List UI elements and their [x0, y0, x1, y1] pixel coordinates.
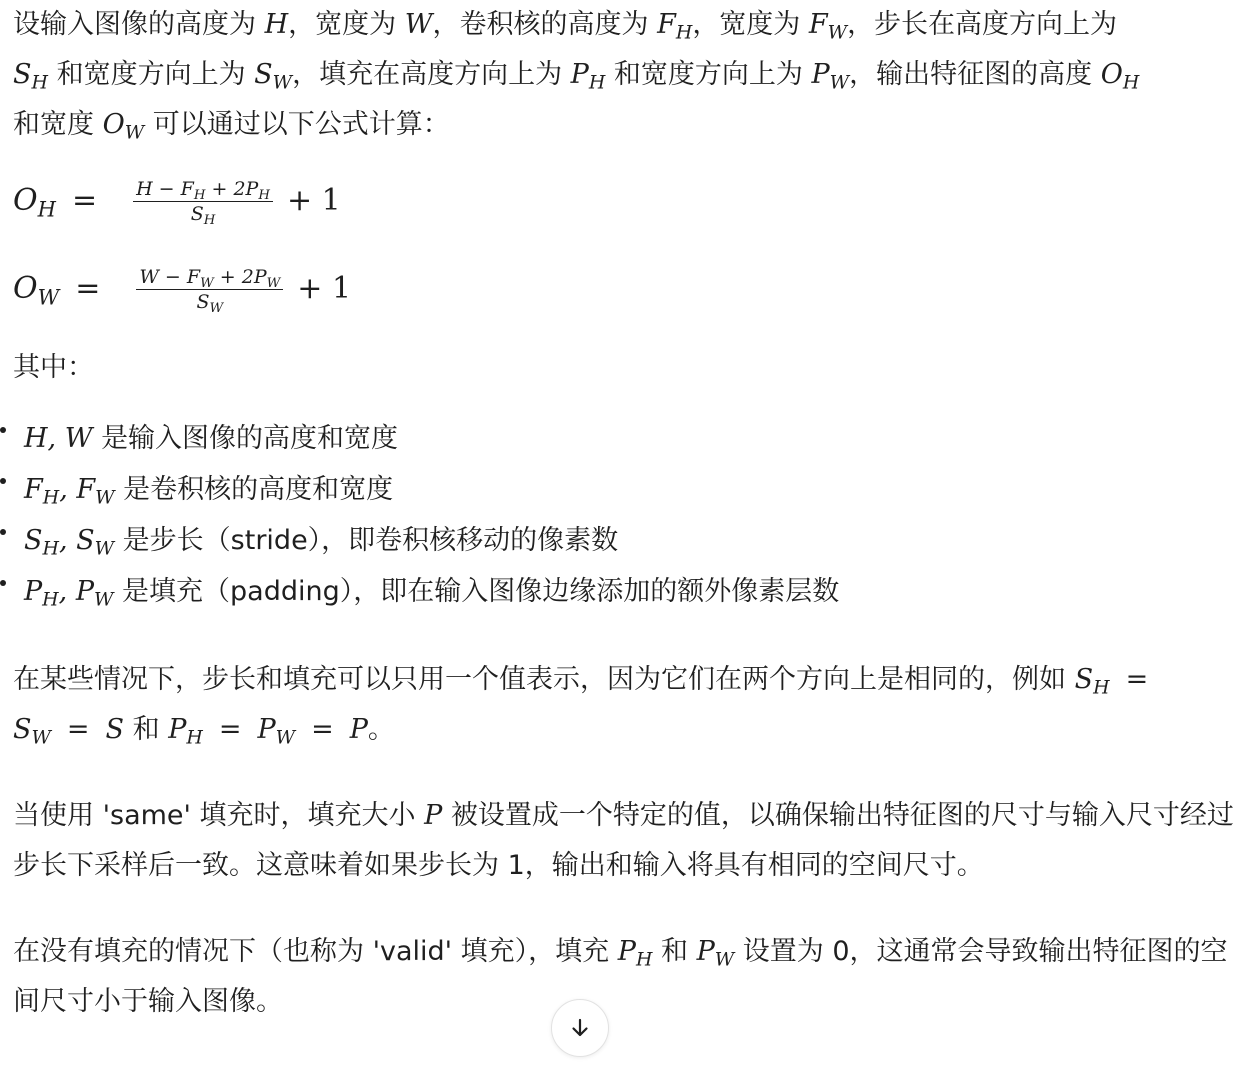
intro-text: ，输出特征图的高度: [849, 59, 1101, 90]
paragraph-text: 被设置成一个特定的值，以确保输出特征图的尺寸与输入尺寸经过步长下采样后一致。这意味着如果步长为 1，输出和输入将具有相同的空间尺寸。: [13, 800, 1234, 881]
same-padding-paragraph: 当使用 'same' 填充时，填充大小 P 被设置成一个特定的值，以确保输出特征图的尺寸与输入尺寸经过步长下采样后一致。这意味着如果步长为 1，输出和输入将具有相同的空间尺寸。: [13, 800, 1234, 881]
math-ow: $O_W$: [102, 109, 145, 144]
paragraph-text: 当使用 'same' 填充时，填充大小: [13, 800, 425, 831]
list-item: H, W 是输入图像的高度和宽度: [13, 413, 1241, 464]
list-item-text: 是填充（padding），即在输入图像边缘添加的额外像素层数: [122, 576, 840, 607]
list-item: $F_H$, $F_W$ 是卷积核的高度和宽度: [13, 464, 1241, 515]
math-ph: $P_H$: [570, 59, 606, 94]
math-sw: $S_W$: [254, 59, 293, 94]
intro-paragraph: [13, 0, 1241, 150]
where-label: 其中：: [13, 352, 94, 383]
intro-text: ，填充在高度方向上为: [292, 59, 571, 90]
math-fh: $F_H$: [657, 9, 693, 44]
valid-padding-paragraph: 在没有填充的情况下（也称为 'valid' 填充），填充 $P_H$ 和 $P_W$ 设置为 0，这通常会导致输出特征图的空间尺寸小于输入图像。: [13, 936, 1228, 1017]
math-oh: $O_H$: [1100, 59, 1140, 94]
intro-text: 和宽度: [13, 109, 103, 140]
intro-text: ，宽度为: [288, 9, 405, 40]
paragraph-text: 在没有填充的情况下（也称为 'valid' 填充），填充: [13, 936, 618, 967]
list-item: $S_H$, $S_W$ 是步长（stride），即卷积核移动的像素数: [13, 515, 1241, 566]
paragraph-text: 。: [367, 714, 395, 745]
intro-text: 和宽度方向上为: [47, 59, 255, 90]
intro-text: 和宽度方向上为: [605, 59, 812, 90]
math-pw: $P_W$: [811, 59, 850, 94]
math-sh: $S_H$: [13, 59, 48, 94]
math-h: H: [264, 9, 289, 40]
list-item-text: 是输入图像的高度和宽度: [101, 423, 399, 454]
variable-list: [13, 413, 1241, 617]
formula-output-width: $O_W$ = $\frac{W - F_W + 2P_W}{S_W}$ + 1: [13, 265, 352, 316]
intro-text: ，步长在高度方向上为: [847, 9, 1118, 40]
intro-text: ，宽度为: [692, 9, 809, 40]
fraction: $\frac{H - F_H + 2P_H}{S_H}$: [133, 178, 273, 225]
fraction: $\frac{W - F_W + 2P_W}{S_W}$: [136, 266, 283, 313]
intro-text: 设输入图像的高度为: [13, 9, 265, 40]
intro-text: ，卷积核的高度为: [432, 9, 658, 40]
list-item-text: 是卷积核的高度和宽度: [123, 474, 394, 505]
math-fw: $F_W$: [808, 9, 848, 44]
formula-output-height: $O_H$ = $\frac{H - F_H + 2P_H}{S_H}$ + 1: [13, 177, 341, 228]
list-item: $P_H$, $P_W$ 是填充（padding），即在输入图像边缘添加的额外像素层数: [13, 566, 1241, 617]
paragraph-text: 设置为 0，这通常会导致输出特征图的空间尺寸小于输入图像。: [13, 936, 1228, 1017]
message-content: [13, 0, 1241, 1027]
list-item-text: 是步长（stride），即卷积核移动的像素数: [122, 525, 619, 556]
scroll-to-bottom-button[interactable]: [551, 999, 609, 1057]
paragraph-text: 和: [124, 714, 169, 745]
paragraph-text: 和: [652, 936, 697, 967]
arrow-down-icon: [568, 1016, 592, 1040]
same-stride-paragraph: 在某些情况下，步长和填充可以只用一个值表示，因为它们在两个方向上是相同的，例如 $S_H$ = $S_W = S$ 和 $P_H = P_W = P$。: [13, 664, 1149, 749]
math-w: W: [404, 9, 433, 40]
intro-text: 可以通过以下公式计算：: [144, 109, 450, 140]
paragraph-text: 在某些情况下，步长和填充可以只用一个值表示，因为它们在两个方向上是相同的，例如: [13, 664, 1075, 695]
